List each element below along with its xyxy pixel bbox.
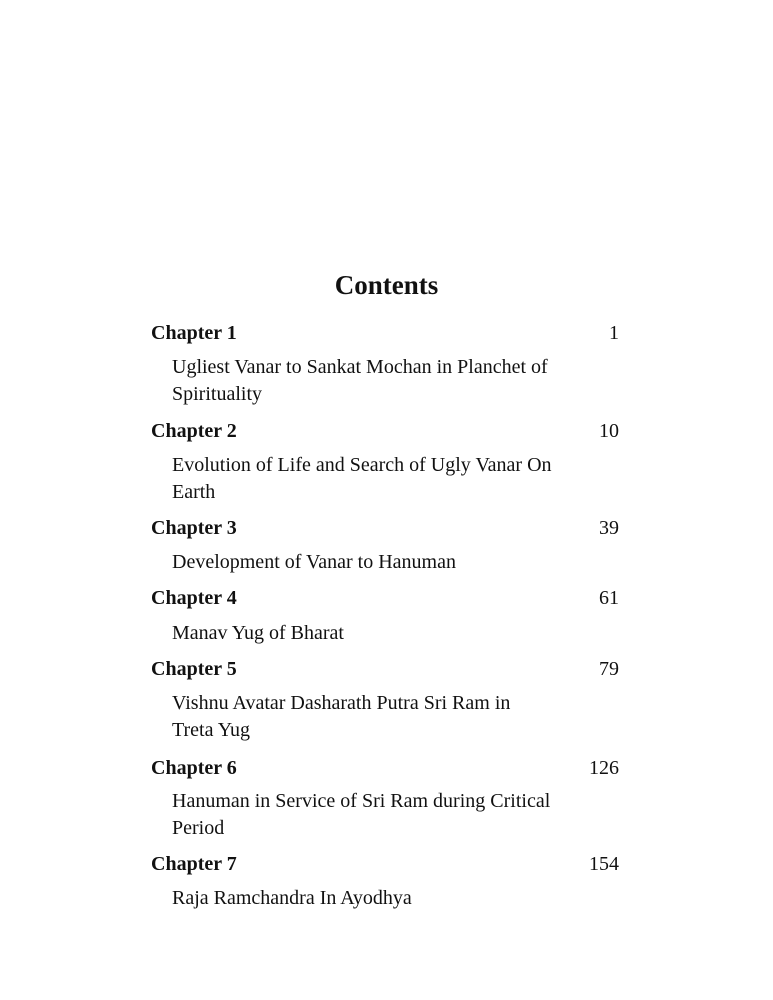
chapter-page-number: 39 <box>599 517 619 539</box>
chapter-1-heading[interactable] <box>151 320 619 346</box>
chapter-page-number: 79 <box>599 658 619 680</box>
chapter-4-heading[interactable] <box>151 585 619 611</box>
chapter-page-number: 154 <box>589 853 619 875</box>
chapter-page-number: 61 <box>599 587 619 609</box>
chapter-7-description: Raja Ramchandra In Ayodhya <box>172 887 412 909</box>
chapter-4-description: Manav Yug of Bharat <box>172 622 344 644</box>
chapter-6-description: Hanuman in Service of Sri Ram during Critical Period <box>172 790 551 839</box>
chapter-3-description: Development of Vanar to Hanuman <box>172 551 456 573</box>
chapter-label: Chapter 3 <box>151 517 237 539</box>
chapter-2-heading[interactable] <box>151 418 619 444</box>
chapter-page-number: 126 <box>589 757 619 779</box>
chapter-label: Chapter 7 <box>151 853 237 875</box>
chapter-page-number: 1 <box>609 322 619 344</box>
page-title: Contents <box>334 270 439 300</box>
chapter-label: Chapter 6 <box>151 757 237 779</box>
chapter-label: Chapter 1 <box>151 322 237 344</box>
chapter-1-description: Ugliest Vanar to Sankat Mochan in Planchet of Spirituality <box>172 356 548 405</box>
chapter-7-heading[interactable] <box>151 851 619 877</box>
chapter-6-heading[interactable] <box>151 755 619 781</box>
chapter-label: Chapter 4 <box>151 587 237 609</box>
chapter-5-heading[interactable] <box>151 656 619 682</box>
chapter-label: Chapter 2 <box>151 420 237 442</box>
chapter-label: Chapter 5 <box>151 658 237 680</box>
chapter-2-description: Evolution of Life and Search of Ugly Vanar On Earth <box>172 454 552 503</box>
chapter-3-heading[interactable] <box>151 515 619 541</box>
chapter-5-description: Vishnu Avatar Dasharath Putra Sri Ram in Treta Yug <box>172 692 511 741</box>
chapter-page-number: 10 <box>599 420 619 442</box>
